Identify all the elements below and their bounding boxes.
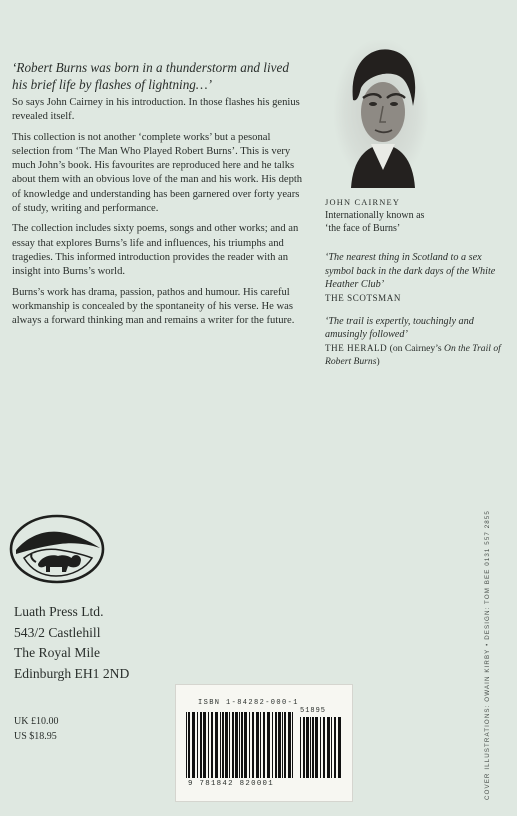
isbn-text: ISBN 1-84282-000-1: [198, 699, 299, 707]
barcode-bar: [215, 712, 218, 778]
address-line: Luath Press Ltd.: [14, 604, 104, 619]
barcode-bar: [220, 712, 221, 778]
price-us: US $18.95: [14, 731, 57, 742]
barcode-bar: [203, 712, 206, 778]
publisher-logo: [8, 510, 106, 588]
address-line: Edinburgh EH1 2ND: [14, 665, 130, 681]
barcode-bar: [229, 712, 230, 778]
barcode-bar: [232, 712, 234, 778]
author-caption: ‘the face of Burns’: [325, 223, 401, 234]
design-credit: COVER ILLUSTRATIONS: OWAIN KIRBY • DESIGN: TOM BEE 0131 557 2855: [484, 510, 491, 800]
barcode-bar: [252, 712, 254, 778]
barcode-bar: [320, 717, 321, 778]
barcode-bar: [300, 717, 301, 778]
blurb-paragraph: This collection is not another ‘complete works’ but a pesonal selection from ‘The Man Who Played Robert Burns’. This is very much John’s book. His favourites are reproduced here and he talks about them with an obvious love of the man and his work. His depth of knowledge and understanding has been garnered over forty years of study, writing and performance.: [12, 131, 303, 215]
barcode-box: [175, 684, 353, 802]
barcode-bar: [197, 712, 198, 778]
barcode-bar: [192, 712, 195, 778]
barcode-main: [186, 712, 296, 778]
review-source: THE HERALD (on Cairney’s On the Trail of Robert Burns): [325, 342, 501, 367]
barcode-bar: [211, 712, 213, 778]
barcode-bar: [306, 717, 309, 778]
barcode-bar: [260, 712, 261, 778]
barcode-bar: [244, 712, 247, 778]
barcode-bar: [278, 712, 281, 778]
lead-quote: ‘Robert Burns was born in a thunderstorm and lived his brief life by flashes of lightning…’: [12, 60, 289, 92]
barcode-bar: [256, 712, 259, 778]
barcode-bar: [200, 712, 202, 778]
barcode-bar: [225, 712, 228, 778]
blurb-paragraph: Burns’s work has drama, passion, pathos and humour. His careful workmanship is concealed by the spontaneity of his verse. He was always a forward thinking man and remains a writer for the future.: [12, 286, 295, 327]
review-quote: ‘The nearest thing in Scotland to a sex symbol back in the dark days of the White Heather Club’: [325, 252, 496, 291]
barcode-bar: [334, 717, 336, 778]
blurb-paragraph: The collection includes sixty poems, songs and other works; and an essay that explores Burns’s life and influences, his triumphs and tragedies. This informed introduction provides the reader with an insight into Burns’s world.: [12, 223, 299, 278]
barcode-bar: [331, 717, 332, 778]
price-uk: UK £10.00: [14, 716, 59, 727]
barcode-addon-digits: 51895: [300, 707, 327, 715]
barcode-bar: [338, 717, 341, 778]
barcode-bar: [239, 712, 240, 778]
barcode-bar: [315, 717, 318, 778]
barcode-bar: [263, 712, 265, 778]
address-line: The Royal Mile: [14, 645, 101, 660]
barcode-bar: [222, 712, 224, 778]
publisher-address: [14, 602, 129, 684]
barcode-bar: [235, 712, 238, 778]
barcode-bar: [186, 712, 187, 778]
author-caption: Internationally known as: [325, 210, 425, 221]
author-name: JOHN CAIRNEY: [325, 198, 401, 207]
address-line: 543/2 Castlehill: [14, 624, 101, 640]
review-quote: ‘The trail is expertly, touchingly and amusingly followed’: [325, 315, 474, 341]
barcode-bar: [288, 712, 291, 778]
review-source: THE SCOTSMAN: [325, 292, 401, 303]
barcode-bar: [188, 712, 190, 778]
author-portrait: [333, 40, 429, 188]
barcode-bar: [275, 712, 277, 778]
blurb-column: [12, 60, 307, 334]
barcode-bar: [282, 712, 283, 778]
barcode-digits: 9 781842 820001: [188, 780, 275, 788]
barcode-bar: [249, 712, 250, 778]
blurb-paragraph: So says John Cairney in his introduction. In those flashes his genius revealed itself.: [12, 97, 300, 123]
barcode-bar: [241, 712, 243, 778]
barcode-bar: [292, 712, 293, 778]
barcode-bar: [284, 712, 286, 778]
barcode-bar: [310, 717, 311, 778]
barcode-bar: [327, 717, 330, 778]
barcode-bar: [312, 717, 314, 778]
prices: [14, 714, 58, 744]
barcode-bar: [323, 717, 325, 778]
barcode-addon: [300, 717, 342, 778]
barcode-bar: [267, 712, 270, 778]
barcode-bar: [303, 717, 305, 778]
barcode-bar: [272, 712, 273, 778]
barcode-bar: [208, 712, 209, 778]
side-column: [325, 198, 507, 378]
